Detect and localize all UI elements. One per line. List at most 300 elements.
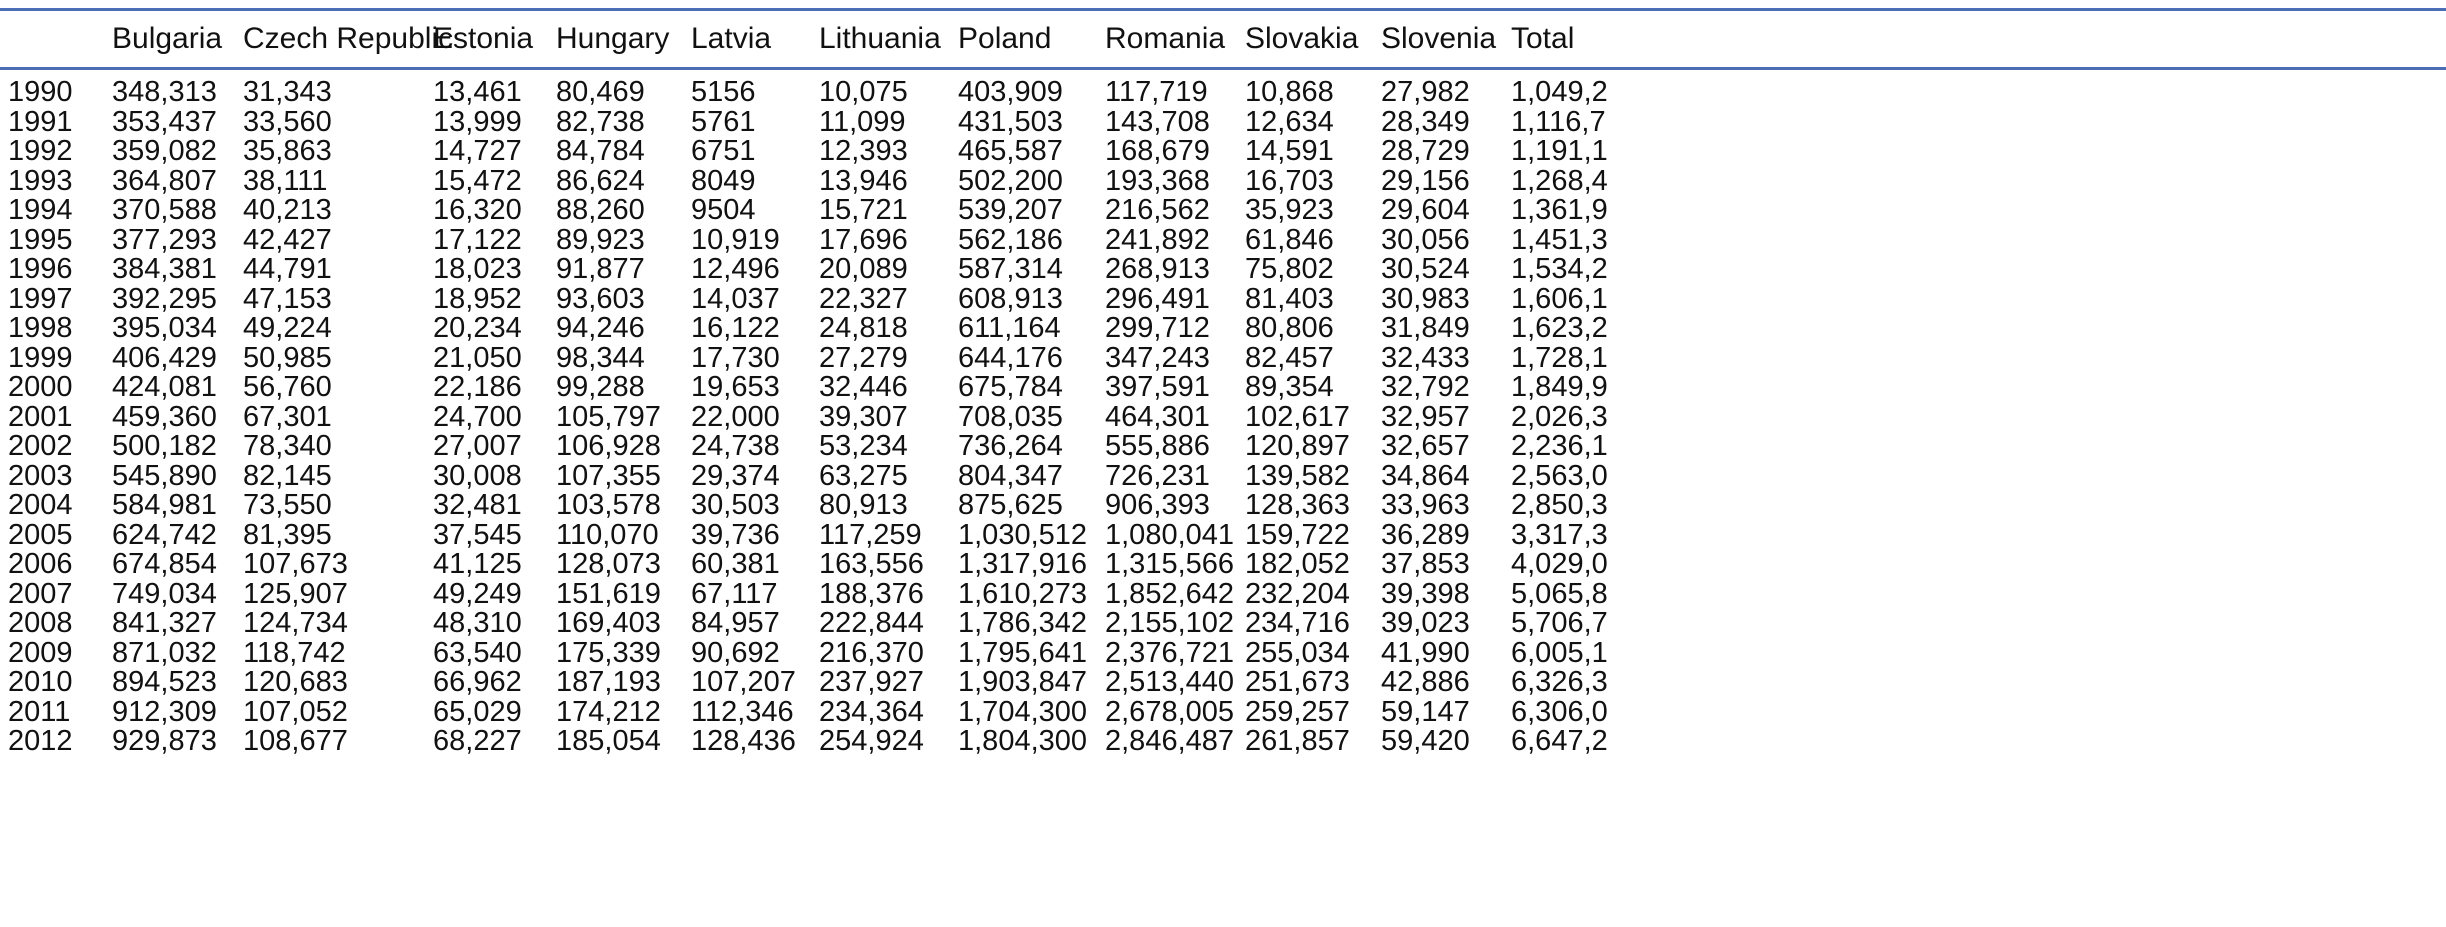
- slovenia-cell: 31,849: [1381, 312, 1470, 345]
- czech-republic-cell: 47,153: [243, 282, 332, 315]
- latvia-cell: 84,957: [691, 607, 780, 640]
- lithuania-header: Lithuania: [819, 10, 958, 69]
- slovakia-cell: 261,857: [1245, 725, 1350, 758]
- poland-cell: 1,704,300: [958, 695, 1088, 728]
- slovenia-header: Slovenia: [1381, 10, 1511, 69]
- bulgaria-cell: 624,742: [112, 518, 217, 551]
- lithuania-cell: 27,279: [819, 341, 908, 374]
- czech-republic-cell: 120,683: [243, 666, 348, 699]
- romania-cell: 1,080,041: [1105, 518, 1235, 551]
- romania-cell: 464,301: [1105, 400, 1210, 433]
- romania-cell: 193,368: [1105, 164, 1210, 197]
- table-row: [0, 167, 2446, 197]
- slovakia-cell: 128,363: [1245, 489, 1350, 522]
- estonia-cell: 65,029: [433, 695, 522, 728]
- year-cell: 1996: [8, 253, 73, 286]
- bulgaria-cell: 500,182: [112, 430, 217, 463]
- slovakia-cell: 82,457: [1245, 341, 1334, 374]
- slovakia-cell: 234,716: [1245, 607, 1350, 640]
- czech-republic-cell: 107,673: [243, 548, 348, 581]
- estonia-cell: 18,023: [433, 253, 522, 286]
- poland-cell: 1,804,300: [958, 725, 1088, 758]
- total-cell: 1,728,1: [1511, 341, 1608, 374]
- estonia-cell: 14,727: [433, 135, 522, 168]
- slovakia-cell: 12,634: [1245, 105, 1334, 138]
- poland-cell: 1,317,916: [958, 548, 1088, 581]
- slovakia-cell: 139,582: [1245, 459, 1350, 492]
- estonia-cell: 41,125: [433, 548, 522, 581]
- year-cell: 1992: [8, 135, 73, 168]
- poland-cell: 1,610,273: [958, 577, 1088, 610]
- romania-cell: 299,712: [1105, 312, 1210, 345]
- poland-cell: 431,503: [958, 105, 1063, 138]
- hungary-cell: 185,054: [556, 725, 661, 758]
- lithuania-cell: 20,089: [819, 253, 908, 286]
- latvia-cell: 5156: [691, 76, 756, 109]
- latvia-cell: 9504: [691, 194, 756, 227]
- latvia-cell: 29,374: [691, 459, 780, 492]
- czech-republic-cell: 124,734: [243, 607, 348, 640]
- year-cell: 1991: [8, 105, 73, 138]
- hungary-cell: 91,877: [556, 253, 645, 286]
- latvia-cell: 24,738: [691, 430, 780, 463]
- slovenia-cell: 30,056: [1381, 223, 1470, 256]
- lithuania-cell: 63,275: [819, 459, 908, 492]
- poland-cell: 1,030,512: [958, 518, 1088, 551]
- lithuania-cell: 32,446: [819, 371, 908, 404]
- latvia-cell: 19,653: [691, 371, 780, 404]
- table-row: [0, 226, 2446, 256]
- table-row: [0, 639, 2446, 669]
- slovakia-cell: 14,591: [1245, 135, 1334, 168]
- slovenia-cell: 27,982: [1381, 76, 1470, 109]
- slovakia-cell: 10,868: [1245, 76, 1334, 109]
- estonia-cell: 13,461: [433, 76, 522, 109]
- latvia-cell: 60,381: [691, 548, 780, 581]
- hungary-cell: 93,603: [556, 282, 645, 315]
- table-row: [0, 196, 2446, 226]
- romania-cell: 1,315,566: [1105, 548, 1235, 581]
- hungary-cell: 174,212: [556, 695, 661, 728]
- poland-cell: 644,176: [958, 341, 1063, 374]
- latvia-cell: 10,919: [691, 223, 780, 256]
- czech-republic-cell: 108,677: [243, 725, 348, 758]
- czech-republic-cell: 107,052: [243, 695, 348, 728]
- czech-republic-cell: 31,343: [243, 76, 332, 109]
- romania-cell: 296,491: [1105, 282, 1210, 315]
- total-cell: 1,116,7: [1511, 105, 1606, 138]
- year-cell: 2009: [8, 636, 73, 669]
- estonia-header: Estonia: [433, 10, 556, 69]
- slovenia-cell: 32,792: [1381, 371, 1470, 404]
- estonia-cell: 21,050: [433, 341, 522, 374]
- czech-republic-cell: 118,742: [243, 636, 346, 669]
- hungary-cell: 80,469: [556, 76, 645, 109]
- year-cell: 2010: [8, 666, 73, 699]
- bulgaria-cell: 584,981: [112, 489, 217, 522]
- bulgaria-cell: 406,429: [112, 341, 217, 374]
- year-cell: 2012: [8, 725, 73, 758]
- bulgaria-cell: 370,588: [112, 194, 217, 227]
- romania-cell: 117,719: [1105, 76, 1208, 109]
- czech-republic-cell: 50,985: [243, 341, 332, 374]
- hungary-cell: 84,784: [556, 135, 645, 168]
- year-cell: 2008: [8, 607, 73, 640]
- bulgaria-cell: 545,890: [112, 459, 217, 492]
- total-cell: 1,191,1: [1511, 135, 1608, 168]
- total-cell: 1,849,9: [1511, 371, 1608, 404]
- total-cell: 1,268,4: [1511, 164, 1608, 197]
- bulgaria-cell: 749,034: [112, 577, 217, 610]
- year-cell: 2004: [8, 489, 73, 522]
- poland-cell: 708,035: [958, 400, 1063, 433]
- czech-republic-cell: 56,760: [243, 371, 332, 404]
- estonia-cell: 48,310: [433, 607, 522, 640]
- slovenia-cell: 32,957: [1381, 400, 1470, 433]
- poland-cell: 675,784: [958, 371, 1063, 404]
- table-row: [0, 432, 2446, 462]
- lithuania-cell: 13,946: [819, 164, 908, 197]
- romania-cell: 397,591: [1105, 371, 1210, 404]
- lithuania-cell: 11,099: [819, 105, 906, 138]
- year-cell: 2002: [8, 430, 73, 463]
- latvia-cell: 22,000: [691, 400, 780, 433]
- total-cell: 5,065,8: [1511, 577, 1608, 610]
- czech-republic-cell: 81,395: [243, 518, 332, 551]
- czech-republic-cell: 38,111: [243, 164, 328, 197]
- table-caption: [0, 0, 2446, 4]
- slovakia-cell: 75,802: [1245, 253, 1334, 286]
- slovenia-cell: 30,524: [1381, 253, 1470, 286]
- slovenia-cell: 39,023: [1381, 607, 1470, 640]
- czech-republic-cell: 40,213: [243, 194, 332, 227]
- latvia-cell: 112,346: [691, 695, 794, 728]
- czech-republic-cell: 125,907: [243, 577, 348, 610]
- total-cell: 6,326,3: [1511, 666, 1608, 699]
- bulgaria-cell: 395,034: [112, 312, 217, 345]
- romania-header: Romania: [1105, 10, 1245, 69]
- lithuania-cell: 17,696: [819, 223, 908, 256]
- year-cell: 1995: [8, 223, 73, 256]
- hungary-cell: 99,288: [556, 371, 645, 404]
- lithuania-cell: 163,556: [819, 548, 924, 581]
- table-row: [0, 609, 2446, 639]
- table-row: [0, 403, 2446, 433]
- year-header: [0, 10, 112, 69]
- slovakia-cell: 182,052: [1245, 548, 1350, 581]
- romania-cell: 2,513,440: [1105, 666, 1235, 699]
- lithuania-cell: 117,259: [819, 518, 922, 551]
- romania-cell: 143,708: [1105, 105, 1210, 138]
- estonia-cell: 49,249: [433, 577, 522, 610]
- bulgaria-cell: 364,807: [112, 164, 217, 197]
- estonia-cell: 20,234: [433, 312, 522, 345]
- bulgaria-cell: 929,873: [112, 725, 217, 758]
- estonia-cell: 63,540: [433, 636, 522, 669]
- slovenia-cell: 29,156: [1381, 164, 1470, 197]
- slovenia-cell: 59,147: [1381, 695, 1470, 728]
- estonia-cell: 66,962: [433, 666, 522, 699]
- poland-cell: 403,909: [958, 76, 1063, 109]
- total-cell: 3,317,3: [1511, 518, 1608, 551]
- romania-cell: 2,155,102: [1105, 607, 1235, 640]
- romania-cell: 555,886: [1105, 430, 1210, 463]
- romania-cell: 2,376,721: [1105, 636, 1235, 669]
- bulgaria-cell: 392,295: [112, 282, 217, 315]
- romania-cell: 2,678,005: [1105, 695, 1235, 728]
- bulgaria-cell: 384,381: [112, 253, 217, 286]
- slovenia-cell: 39,398: [1381, 577, 1470, 610]
- poland-cell: 562,186: [958, 223, 1063, 256]
- poland-cell: 736,264: [958, 430, 1063, 463]
- year-cell: 2003: [8, 459, 73, 492]
- slovenia-cell: 28,349: [1381, 105, 1470, 138]
- latvia-cell: 12,496: [691, 253, 780, 286]
- lithuania-cell: 254,924: [819, 725, 924, 758]
- total-cell: 1,623,2: [1511, 312, 1608, 345]
- slovakia-cell: 80,806: [1245, 312, 1334, 345]
- year-cell: 2005: [8, 518, 73, 551]
- estonia-cell: 16,320: [433, 194, 522, 227]
- latvia-cell: 8049: [691, 164, 756, 197]
- lithuania-cell: 222,844: [819, 607, 924, 640]
- table-row: [0, 698, 2446, 728]
- table-row: [0, 580, 2446, 610]
- latvia-cell: 5761: [691, 105, 756, 138]
- lithuania-cell: 216,370: [819, 636, 924, 669]
- hungary-cell: 88,260: [556, 194, 645, 227]
- total-cell: 1,361,9: [1511, 194, 1608, 227]
- total-cell: 1,606,1: [1511, 282, 1608, 315]
- hungary-cell: 89,923: [556, 223, 645, 256]
- bulgaria-cell: 424,081: [112, 371, 217, 404]
- poland-cell: 465,587: [958, 135, 1063, 168]
- table-row: [0, 314, 2446, 344]
- bulgaria-cell: 353,437: [112, 105, 217, 138]
- lithuania-cell: 234,364: [819, 695, 924, 728]
- latvia-cell: 90,692: [691, 636, 780, 669]
- slovakia-cell: 232,204: [1245, 577, 1350, 610]
- romania-cell: 1,852,642: [1105, 577, 1235, 610]
- poland-cell: 1,786,342: [958, 607, 1088, 640]
- lithuania-cell: 15,721: [819, 194, 908, 227]
- total-cell: 6,005,1: [1511, 636, 1608, 669]
- slovenia-cell: 59,420: [1381, 725, 1470, 758]
- poland-cell: 875,625: [958, 489, 1063, 522]
- poland-cell: 502,200: [958, 164, 1063, 197]
- czech-republic-cell: 49,224: [243, 312, 332, 345]
- lithuania-cell: 53,234: [819, 430, 908, 463]
- bulgaria-cell: 348,313: [112, 76, 217, 109]
- year-cell: 2000: [8, 371, 73, 404]
- bulgaria-cell: 459,360: [112, 400, 217, 433]
- estonia-cell: 13,999: [433, 105, 522, 138]
- slovakia-cell: 61,846: [1245, 223, 1334, 256]
- romania-cell: 906,393: [1105, 489, 1210, 522]
- slovakia-cell: 251,673: [1245, 666, 1350, 699]
- hungary-cell: 175,339: [556, 636, 661, 669]
- bulgaria-cell: 841,327: [112, 607, 217, 640]
- estonia-cell: 18,952: [433, 282, 522, 315]
- slovakia-cell: 81,403: [1245, 282, 1334, 315]
- year-cell: 1999: [8, 341, 73, 374]
- table-row: [0, 373, 2446, 403]
- year-cell: 1993: [8, 164, 73, 197]
- bulgaria-cell: 871,032: [112, 636, 217, 669]
- hungary-cell: 110,070: [556, 518, 659, 551]
- estonia-cell: 15,472: [433, 164, 522, 197]
- estonia-cell: 17,122: [433, 223, 522, 256]
- hungary-cell: 94,246: [556, 312, 645, 345]
- table-row: [0, 108, 2446, 138]
- hungary-cell: 107,355: [556, 459, 661, 492]
- table-header-row: [0, 10, 2446, 69]
- lithuania-cell: 12,393: [819, 135, 908, 168]
- slovakia-cell: 255,034: [1245, 636, 1350, 669]
- hungary-cell: 187,193: [556, 666, 661, 699]
- czech-republic-header: Czech Republic: [243, 10, 433, 69]
- hungary-cell: 106,928: [556, 430, 661, 463]
- slovenia-cell: 30,983: [1381, 282, 1470, 315]
- poland-cell: 1,903,847: [958, 666, 1088, 699]
- czech-republic-cell: 44,791: [243, 253, 332, 286]
- romania-cell: 241,892: [1105, 223, 1210, 256]
- table-row: [0, 137, 2446, 167]
- table-row: [0, 550, 2446, 580]
- bulgaria-header: Bulgaria: [112, 10, 243, 69]
- hungary-cell: 169,403: [556, 607, 661, 640]
- table-row: [0, 255, 2446, 285]
- czech-republic-cell: 78,340: [243, 430, 332, 463]
- estonia-cell: 37,545: [433, 518, 522, 551]
- slovenia-cell: 42,886: [1381, 666, 1470, 699]
- latvia-cell: 107,207: [691, 666, 796, 699]
- table-body: [0, 69, 2446, 757]
- year-cell: 2007: [8, 577, 73, 610]
- romania-cell: 268,913: [1105, 253, 1210, 286]
- poland-cell: 611,164: [958, 312, 1061, 345]
- latvia-cell: 6751: [691, 135, 756, 168]
- table-row: [0, 344, 2446, 374]
- data-table: [0, 8, 2446, 757]
- hungary-cell: 82,738: [556, 105, 645, 138]
- total-cell: 1,049,2: [1511, 76, 1608, 109]
- total-cell: 2,563,0: [1511, 459, 1608, 492]
- slovakia-cell: 16,703: [1245, 164, 1334, 197]
- slovakia-cell: 102,617: [1245, 400, 1350, 433]
- czech-republic-cell: 73,550: [243, 489, 332, 522]
- latvia-cell: 14,037: [691, 282, 780, 315]
- estonia-cell: 24,700: [433, 400, 522, 433]
- total-cell: 2,850,3: [1511, 489, 1608, 522]
- slovakia-cell: 259,257: [1245, 695, 1350, 728]
- poland-header: Poland: [958, 10, 1105, 69]
- bulgaria-cell: 912,309: [112, 695, 217, 728]
- total-cell: 6,306,0: [1511, 695, 1608, 728]
- total-header: Total: [1511, 10, 2446, 69]
- hungary-header: Hungary: [556, 10, 691, 69]
- year-cell: 1990: [8, 76, 73, 109]
- latvia-cell: 17,730: [691, 341, 780, 374]
- hungary-cell: 86,624: [556, 164, 645, 197]
- hungary-cell: 103,578: [556, 489, 661, 522]
- slovenia-cell: 32,433: [1381, 341, 1470, 374]
- estonia-cell: 68,227: [433, 725, 522, 758]
- table-row: [0, 285, 2446, 315]
- year-cell: 2006: [8, 548, 73, 581]
- slovenia-cell: 29,604: [1381, 194, 1470, 227]
- year-cell: 1998: [8, 312, 73, 345]
- total-cell: 1,451,3: [1511, 223, 1608, 256]
- czech-republic-cell: 35,863: [243, 135, 332, 168]
- romania-cell: 726,231: [1105, 459, 1210, 492]
- latvia-cell: 39,736: [691, 518, 780, 551]
- estonia-cell: 32,481: [433, 489, 522, 522]
- table-row: [0, 727, 2446, 757]
- slovenia-cell: 32,657: [1381, 430, 1470, 463]
- czech-republic-cell: 82,145: [243, 459, 332, 492]
- total-cell: 5,706,7: [1511, 607, 1608, 640]
- lithuania-cell: 237,927: [819, 666, 924, 699]
- bulgaria-cell: 674,854: [112, 548, 217, 581]
- year-cell: 2001: [8, 400, 73, 433]
- poland-cell: 608,913: [958, 282, 1063, 315]
- bulgaria-cell: 377,293: [112, 223, 217, 256]
- year-cell: 2011: [8, 695, 71, 728]
- total-cell: 2,026,3: [1511, 400, 1608, 433]
- slovenia-cell: 28,729: [1381, 135, 1470, 168]
- slovenia-cell: 33,963: [1381, 489, 1470, 522]
- lithuania-cell: 24,818: [819, 312, 908, 345]
- slovenia-cell: 36,289: [1381, 518, 1470, 551]
- latvia-cell: 67,117: [691, 577, 778, 610]
- slovenia-cell: 37,853: [1381, 548, 1470, 581]
- lithuania-cell: 188,376: [819, 577, 924, 610]
- czech-republic-cell: 42,427: [243, 223, 332, 256]
- czech-republic-cell: 33,560: [243, 105, 332, 138]
- bulgaria-cell: 894,523: [112, 666, 217, 699]
- table-row: [0, 668, 2446, 698]
- slovenia-cell: 41,990: [1381, 636, 1470, 669]
- table-row: [0, 491, 2446, 521]
- poland-cell: 1,795,641: [958, 636, 1088, 669]
- table-row: [0, 69, 2446, 108]
- hungary-cell: 151,619: [556, 577, 661, 610]
- slovakia-cell: 159,722: [1245, 518, 1350, 551]
- latvia-header: Latvia: [691, 10, 819, 69]
- total-cell: 6,647,2: [1511, 725, 1608, 758]
- hungary-cell: 105,797: [556, 400, 661, 433]
- latvia-cell: 16,122: [691, 312, 780, 345]
- romania-cell: 2,846,487: [1105, 725, 1235, 758]
- total-cell: 1,534,2: [1511, 253, 1608, 286]
- table-row: [0, 462, 2446, 492]
- poland-cell: 804,347: [958, 459, 1063, 492]
- romania-cell: 168,679: [1105, 135, 1210, 168]
- latvia-cell: 128,436: [691, 725, 796, 758]
- latvia-cell: 30,503: [691, 489, 780, 522]
- poland-cell: 587,314: [958, 253, 1063, 286]
- slovakia-cell: 120,897: [1245, 430, 1350, 463]
- slovenia-cell: 34,864: [1381, 459, 1470, 492]
- year-cell: 1994: [8, 194, 73, 227]
- estonia-cell: 22,186: [433, 371, 522, 404]
- hungary-cell: 128,073: [556, 548, 661, 581]
- total-cell: 4,029,0: [1511, 548, 1608, 581]
- romania-cell: 347,243: [1105, 341, 1210, 374]
- slovakia-cell: 35,923: [1245, 194, 1334, 227]
- table-row: [0, 521, 2446, 551]
